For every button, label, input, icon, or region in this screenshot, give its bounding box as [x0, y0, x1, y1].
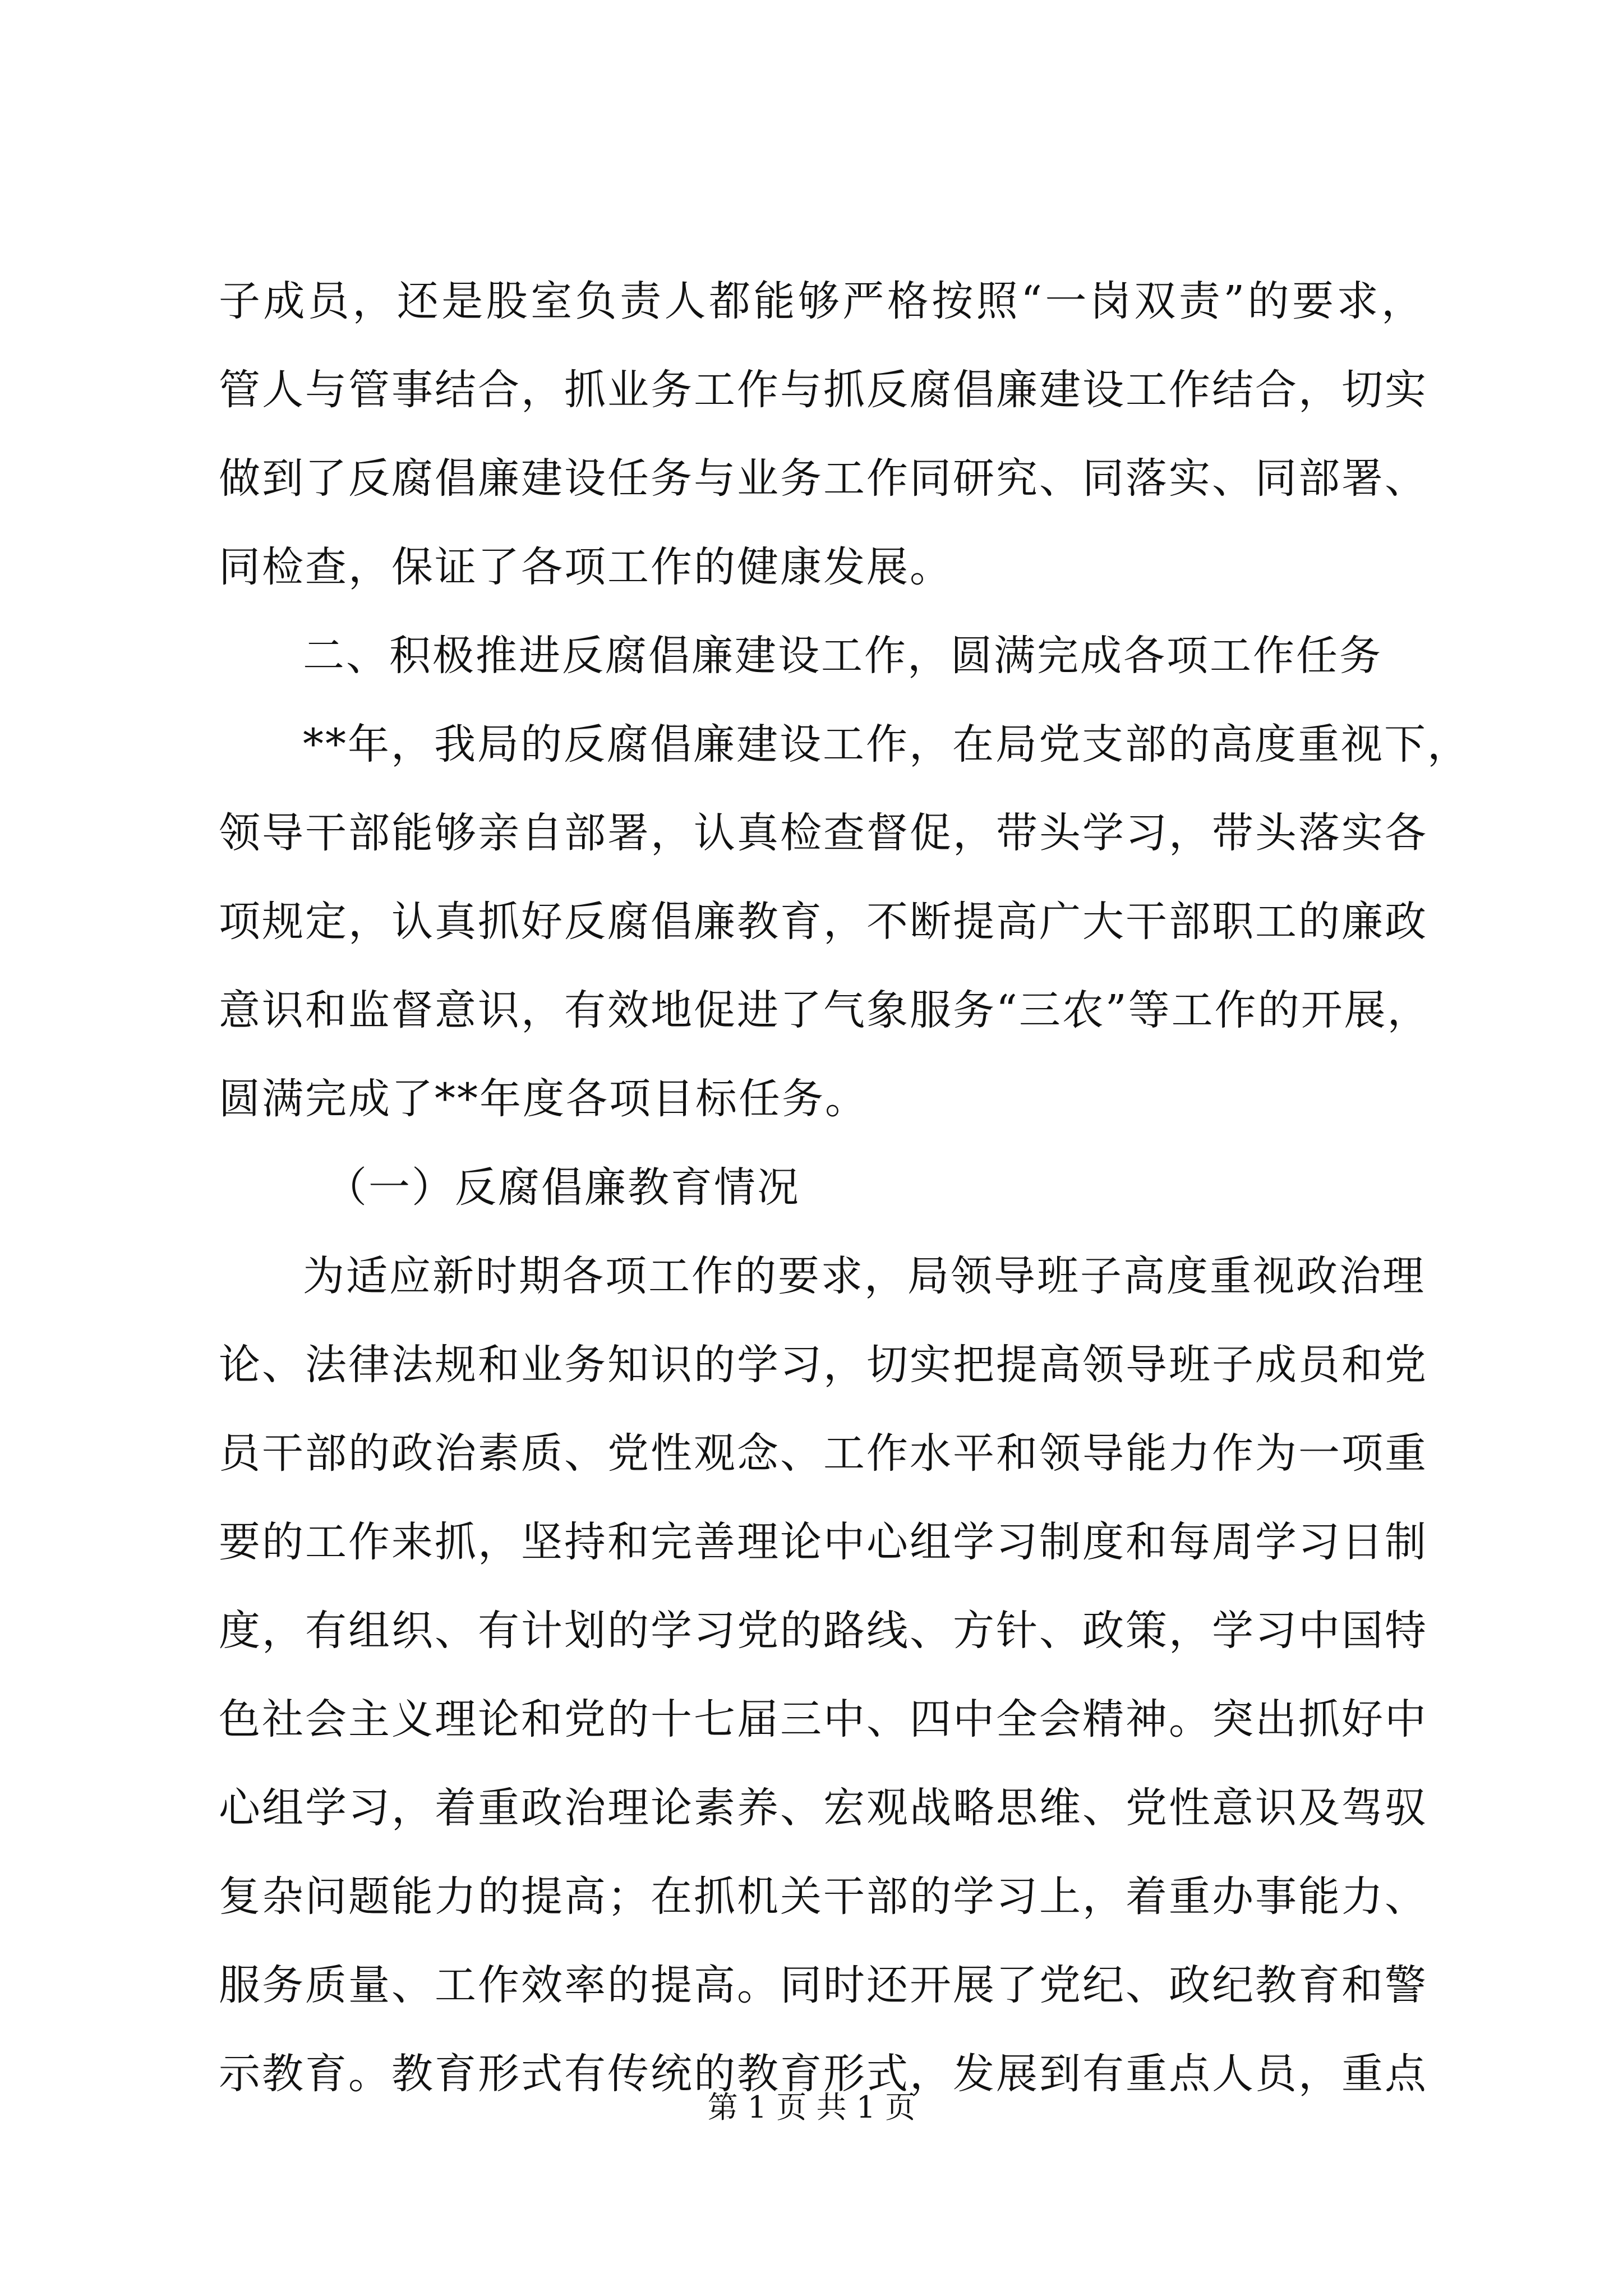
text-line-8: 项规定，认真抓好反腐倡廉教育，不断提高广大干部职工的廉政 [219, 898, 1428, 946]
subsection-heading-1: （一）反腐倡廉教育情况 [325, 1163, 800, 1212]
text-line-9: 意识和监督意识，有效地促进了气象服务“三农”等工作的开展， [219, 986, 1431, 1034]
text-line-12: 为适应新时期各项工作的要求，局领导班子高度重视政治理 [303, 1252, 1426, 1300]
text-line-20: 服务质量、工作效率的提高。同时还开展了党纪、政纪教育和警 [219, 1961, 1428, 2009]
text-line-1: 子成员，还是股室负责人都能够严格按照“一岗双责”的要求， [219, 277, 1424, 325]
document-body [219, 257, 1470, 2118]
text-line-15: 要的工作来抓，坚持和完善理论中心组学习制度和每周学习日制 [219, 1518, 1428, 1566]
text-line-4: 同检查，保证了各项工作的健康发展。 [219, 543, 953, 591]
text-line-17: 色社会主义理论和党的十七届三中、四中全会精神。突出抓好中 [219, 1695, 1428, 1743]
text-line-19: 复杂问题能力的提高；在抓机关干部的学习上，着重办事能力、 [219, 1872, 1428, 1921]
text-line-3: 做到了反腐倡廉建设任务与业务工作同研究、同落实、同部署、 [219, 454, 1428, 503]
text-line-16: 度，有组织、有计划的学习党的路线、方针、政策，学习中国特 [219, 1607, 1428, 1655]
text-line-7: 领导干部能够亲自部署，认真检查督促，带头学习，带头落实各 [219, 809, 1428, 857]
text-line-14: 员干部的政治素质、党性观念、工作水平和领导能力作为一项重 [219, 1429, 1428, 1478]
text-line-2: 管人与管事结合，抓业务工作与抓反腐倡廉建设工作结合，切实 [219, 366, 1428, 414]
text-line-13: 论、法律法规和业务知识的学习，切实把提高领导班子成员和党 [219, 1341, 1428, 1389]
page-footer: 第 1 页 共 1 页 [707, 2090, 916, 2125]
text-line-6: **年，我局的反腐倡廉建设工作，在局党支部的高度重视下， [303, 720, 1470, 769]
text-line-10: 圆满完成了**年度各项目标任务。 [219, 1075, 868, 1123]
text-line-21: 示教育。教育形式有传统的教育形式，发展到有重点人员，重点 [219, 2050, 1428, 2098]
section-heading-2: 二、积极推进反腐倡廉建设工作，圆满完成各项工作任务 [303, 632, 1382, 680]
text-line-18: 心组学习，着重政治理论素养、宏观战略思维、党性意识及驾驭 [219, 1784, 1428, 1832]
